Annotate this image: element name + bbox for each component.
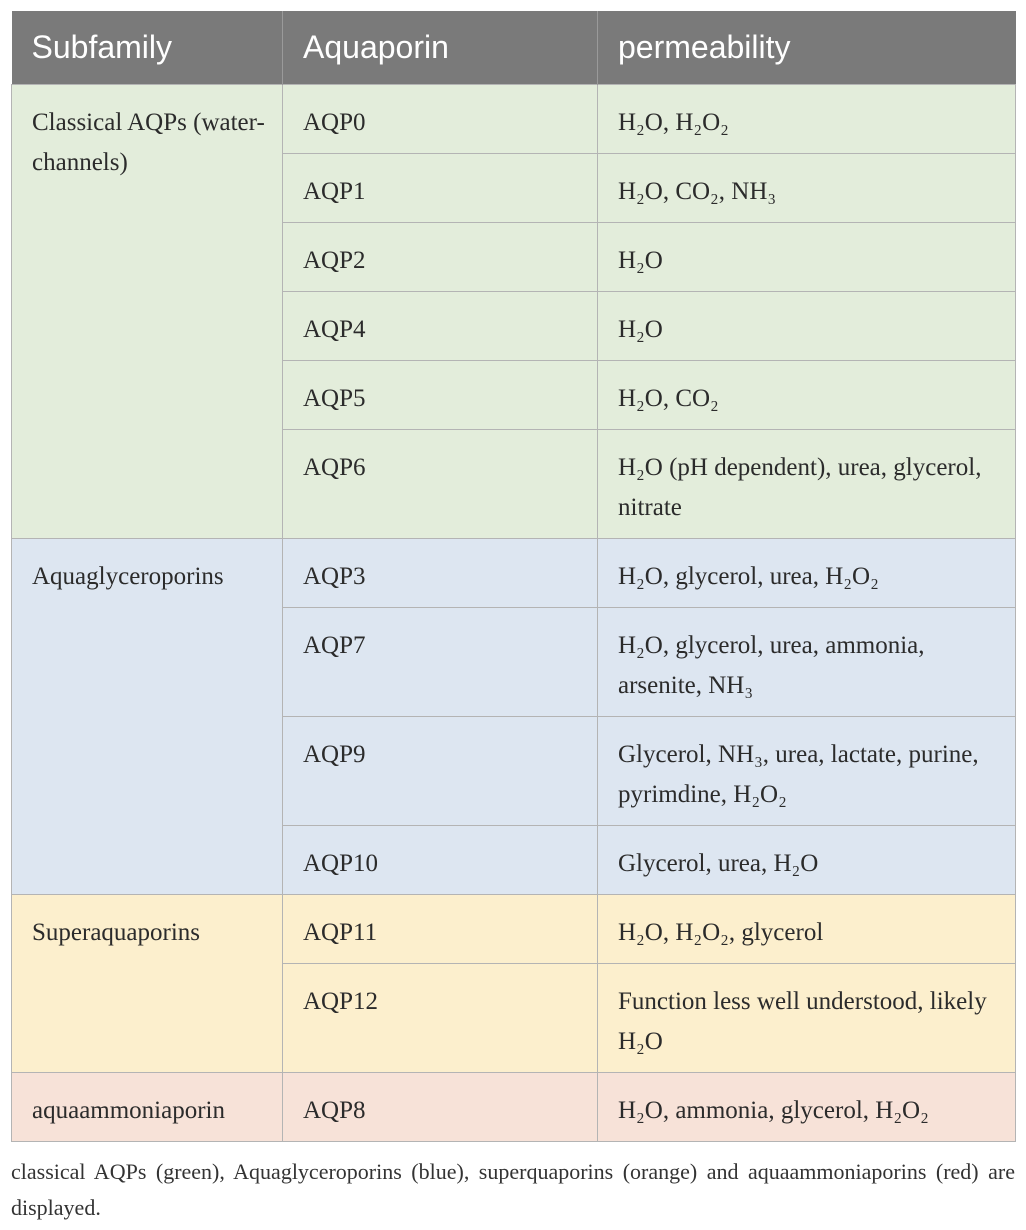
aquaporin-cell: AQP7 [283, 608, 598, 717]
subfamily-cell: Superaquaporins [12, 895, 283, 1073]
permeability-cell: H₂O, CO₂, NH₃ [598, 154, 1016, 223]
aquaporin-table [11, 11, 1016, 1142]
aquaporin-cell: AQP1 [283, 154, 598, 223]
permeability-cell: H₂O, H₂O₂ [598, 85, 1016, 154]
permeability-cell: H₂O, CO₂ [598, 361, 1016, 430]
table-row [12, 895, 1016, 964]
permeability-cell: Function less well understood, likely H₂O [598, 964, 1016, 1073]
aquaporin-cell: AQP5 [283, 361, 598, 430]
permeability-cell: Glycerol, urea, H₂O [598, 826, 1016, 895]
table-row [12, 1073, 1016, 1142]
subfamily-cell: aquaammoniaporin [12, 1073, 283, 1142]
header-subfamily: Subfamily [12, 11, 283, 85]
table-row [12, 85, 1016, 154]
permeability-cell: H₂O [598, 292, 1016, 361]
table-row [12, 539, 1016, 608]
aquaporin-cell: AQP3 [283, 539, 598, 608]
table-container [11, 11, 1015, 1142]
aquaporin-cell: AQP8 [283, 1073, 598, 1142]
header-aquaporin: Aquaporin [283, 11, 598, 85]
permeability-cell: H₂O, H₂O₂, glycerol [598, 895, 1016, 964]
aquaporin-cell: AQP9 [283, 717, 598, 826]
header-row [12, 11, 1016, 85]
aquaporin-cell: AQP0 [283, 85, 598, 154]
aquaporin-cell: AQP2 [283, 223, 598, 292]
aquaporin-cell: AQP12 [283, 964, 598, 1073]
subfamily-cell: Classical AQPs (water-channels) [12, 85, 283, 539]
permeability-cell: H₂O, glycerol, urea, H₂O₂ [598, 539, 1016, 608]
aquaporin-cell: AQP10 [283, 826, 598, 895]
permeability-cell: H₂O, glycerol, urea, ammonia, arsenite, NH₃ [598, 608, 1016, 717]
subfamily-cell: Aquaglyceroporins [12, 539, 283, 895]
permeability-cell: H₂O (pH dependent), urea, glycerol, nitrate [598, 430, 1016, 539]
table-caption: classical AQPs (green), Aquaglyceroporins (blue), superquaporins (orange) and aquaammoniaporins (red) are displayed. [11, 1159, 1015, 1220]
header-permeability: permeability [598, 11, 1016, 85]
permeability-cell: Glycerol, NH₃, urea, lactate, purine, pyrimdine, H₂O₂ [598, 717, 1016, 826]
permeability-cell: H₂O [598, 223, 1016, 292]
permeability-cell: H₂O, ammonia, glycerol, H₂O₂ [598, 1073, 1016, 1142]
aquaporin-cell: AQP6 [283, 430, 598, 539]
aquaporin-cell: AQP11 [283, 895, 598, 964]
aquaporin-cell: AQP4 [283, 292, 598, 361]
